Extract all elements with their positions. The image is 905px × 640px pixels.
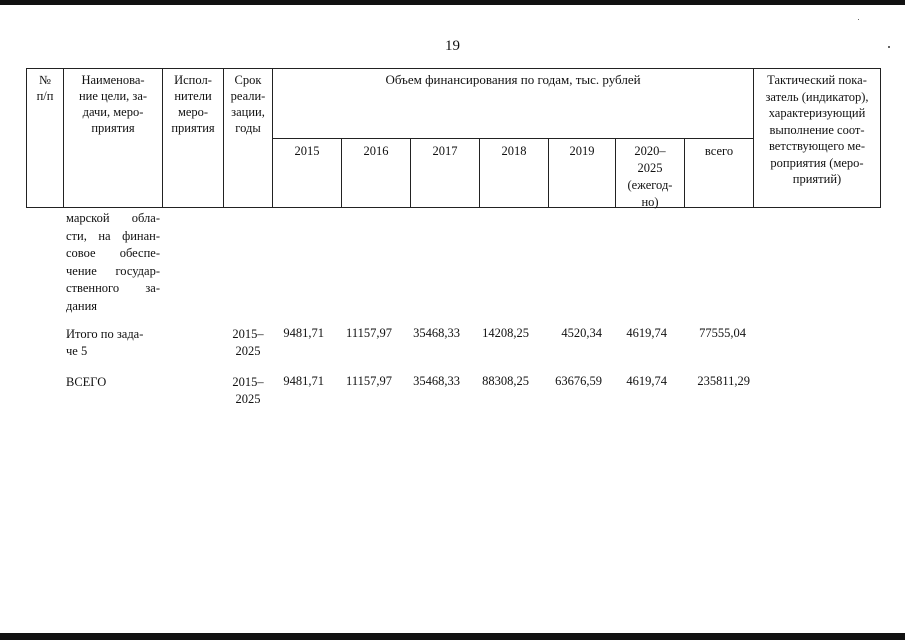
value-2020-2025: 4619,74	[626, 326, 667, 340]
header-year-2018: 2018	[479, 138, 549, 208]
value-2019: 4520,34	[561, 326, 602, 340]
header-name: Наименова- ние цели, за- дачи, меро- приятия	[63, 68, 163, 208]
value-total: 77555,04	[699, 326, 746, 340]
value-2017: 35468,33	[413, 326, 460, 340]
header-indicator: Тактический пока- затель (индикатор), характеризующий выполнение соот- ветствующего ме- роприятия (меро- приятий)	[753, 68, 881, 208]
page-number: 19	[445, 38, 460, 54]
header-year-2020-2025: 2020– 2025 (ежегод- но)	[615, 138, 685, 208]
header-year-2017: 2017	[410, 138, 480, 208]
continuation-line: совое обеспе-	[66, 246, 160, 260]
continuation-line: ственного за-	[66, 281, 160, 295]
value-2015: 9481,71	[283, 374, 324, 388]
scan-bottom-border	[0, 633, 905, 640]
row-term: 2015– 2025	[232, 375, 264, 406]
value-total: 235811,29	[697, 374, 750, 388]
header-year-2016: 2016	[341, 138, 411, 208]
scan-top-border	[0, 0, 905, 5]
value-2019: 63676,59	[555, 374, 602, 388]
header-executors: Испол- нители меро- приятия	[162, 68, 224, 208]
continuation-line: чение государ-	[66, 263, 160, 278]
header-year-2015: 2015	[272, 138, 342, 208]
value-2020-2025: 4619,74	[626, 374, 667, 388]
header-funding: Объем финансирования по годам, тыс. рублей	[272, 68, 754, 139]
row-label: Итого по зада- че 5	[66, 327, 144, 358]
value-2018: 14208,25	[482, 326, 529, 340]
continuation-text	[66, 210, 160, 315]
header-number: № п/п	[26, 68, 64, 208]
header-year-2019: 2019	[548, 138, 616, 208]
value-2015: 9481,71	[283, 326, 324, 340]
row-label: ВСЕГО	[66, 375, 107, 389]
continuation-line: марской обла-	[66, 211, 160, 225]
value-2017: 35468,33	[413, 374, 460, 388]
value-2018: 88308,25	[482, 374, 529, 388]
continuation-line: дания	[66, 298, 98, 313]
header-total: всего	[684, 138, 754, 208]
value-2016: 11157,97	[346, 326, 392, 340]
scan-speck	[858, 19, 859, 20]
row-term: 2015– 2025	[232, 327, 264, 358]
continuation-line: сти, на финан-	[66, 228, 160, 243]
header-term: Срок реали- зации, годы	[223, 68, 273, 208]
value-2016: 11157,97	[346, 374, 392, 388]
